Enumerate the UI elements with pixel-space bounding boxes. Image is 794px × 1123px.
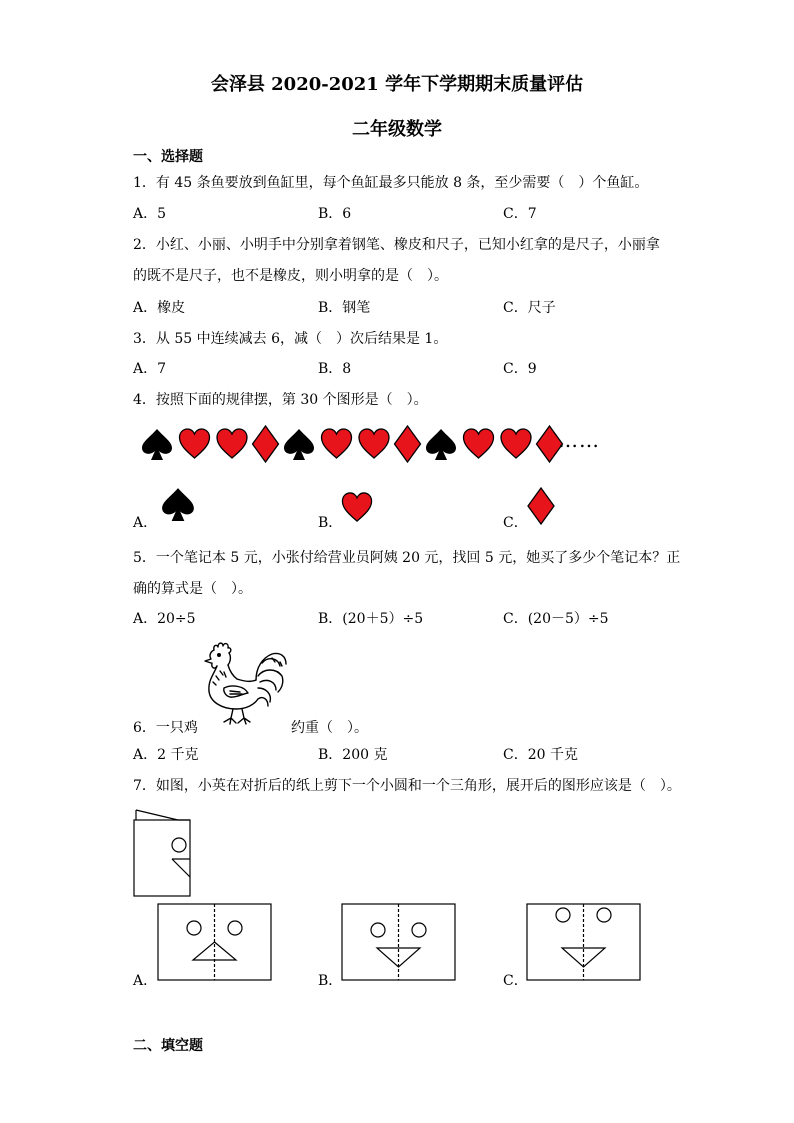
q3-option-a[interactable]: A．7 [133,361,167,377]
q7-option-b-label[interactable]: B． [318,973,343,989]
q7-option-b-figure[interactable] [341,903,456,981]
question-5-line-2: 确的算式是（ ）。 [133,581,252,597]
pattern-spade-icon [142,429,172,460]
q2-option-c[interactable]: C．尺子 [503,300,556,316]
q6-option-b[interactable]: B．200 克 [318,747,388,763]
pattern-heart-icon [359,429,389,458]
q3-option-b[interactable]: B．8 [318,361,352,377]
document-subtitle: 二年级数学 [352,119,442,140]
heart-icon[interactable] [340,491,374,524]
q5-option-b[interactable]: B．(20＋5）÷5 [318,611,424,627]
pattern-diamond-icon [395,426,421,462]
section-heading-fill: 二、填空题 [133,1038,203,1054]
question-6-suffix: 约重（ ）。 [291,720,368,736]
q7-option-a-label[interactable]: A． [133,973,158,989]
q2-option-b[interactable]: B．钢笔 [318,300,371,316]
pattern-heart-icon [180,429,210,458]
q1-option-a[interactable]: A．5 [133,206,167,222]
pattern-heart-icon [217,429,247,458]
pattern-diamond-icon [253,426,279,462]
q5-option-a[interactable]: A．20÷5 [133,611,196,627]
diamond-icon[interactable] [527,487,555,525]
q3-option-c[interactable]: C．9 [503,361,537,377]
question-5-line-1: 5．一个笔记本 5 元，小张付给营业员阿姨 20 元，找回 5 元，她买了多少个笔记本？正 [133,550,681,566]
document-title: 会泽县 2020-2021 学年下学期期末质量评估 [210,74,584,95]
question-1: 1．有 45 条鱼要放到鱼缸里，每个鱼缸最多只能放 8 条，至少需要（ ）个鱼缸。 [133,175,649,191]
question-7: 7．如图，小英在对折后的纸上剪下一个小圆和一个三角形，展开后的图形应该是（ ）。 [133,778,681,794]
q7-option-c-figure[interactable] [526,903,641,981]
q4-shape-pattern [140,424,620,466]
q4-option-c-label[interactable]: C． [503,515,528,531]
pattern-heart-icon [322,429,352,458]
question-2-line-1: 2．小红、小丽、小明手中分别拿着钢笔、橡皮和尺子，已知小红拿的是尺子，小丽拿 [133,237,660,253]
q7-option-c-label[interactable]: C． [503,973,528,989]
folded-paper-figure [132,808,194,898]
q4-option-b-label[interactable]: B． [318,515,343,531]
pattern-spade-icon [284,429,314,460]
q5-option-c[interactable]: C．(20－5）÷5 [503,611,609,627]
pattern-ellipsis: …… [558,428,600,452]
q1-option-b[interactable]: B．6 [318,206,352,222]
q6-option-c[interactable]: C．20 千克 [503,747,578,763]
pattern-heart-icon [501,429,531,458]
pattern-spade-icon [426,429,456,460]
q1-option-c[interactable]: C．7 [503,206,537,222]
spade-icon[interactable] [160,486,196,522]
question-2-line-2: 的既不是尺子，也不是橡皮，则小明拿的是（ ）。 [133,268,448,284]
section-heading-choice: 一、选择题 [133,149,203,165]
q6-option-a[interactable]: A．2 千克 [133,747,199,763]
rooster-drawing [200,636,290,728]
q4-option-a-label[interactable]: A． [133,515,158,531]
q2-option-a[interactable]: A．橡皮 [133,300,186,316]
question-4: 4．按照下面的规律摆，第 30 个图形是（ ）。 [133,392,428,408]
q7-option-a-figure[interactable] [157,903,272,981]
pattern-heart-icon [464,429,494,458]
question-6-prefix: 6．一只鸡 [133,720,198,736]
question-3: 3．从 55 中连续减去 6，减（ ）次后结果是 1。 [133,331,448,347]
